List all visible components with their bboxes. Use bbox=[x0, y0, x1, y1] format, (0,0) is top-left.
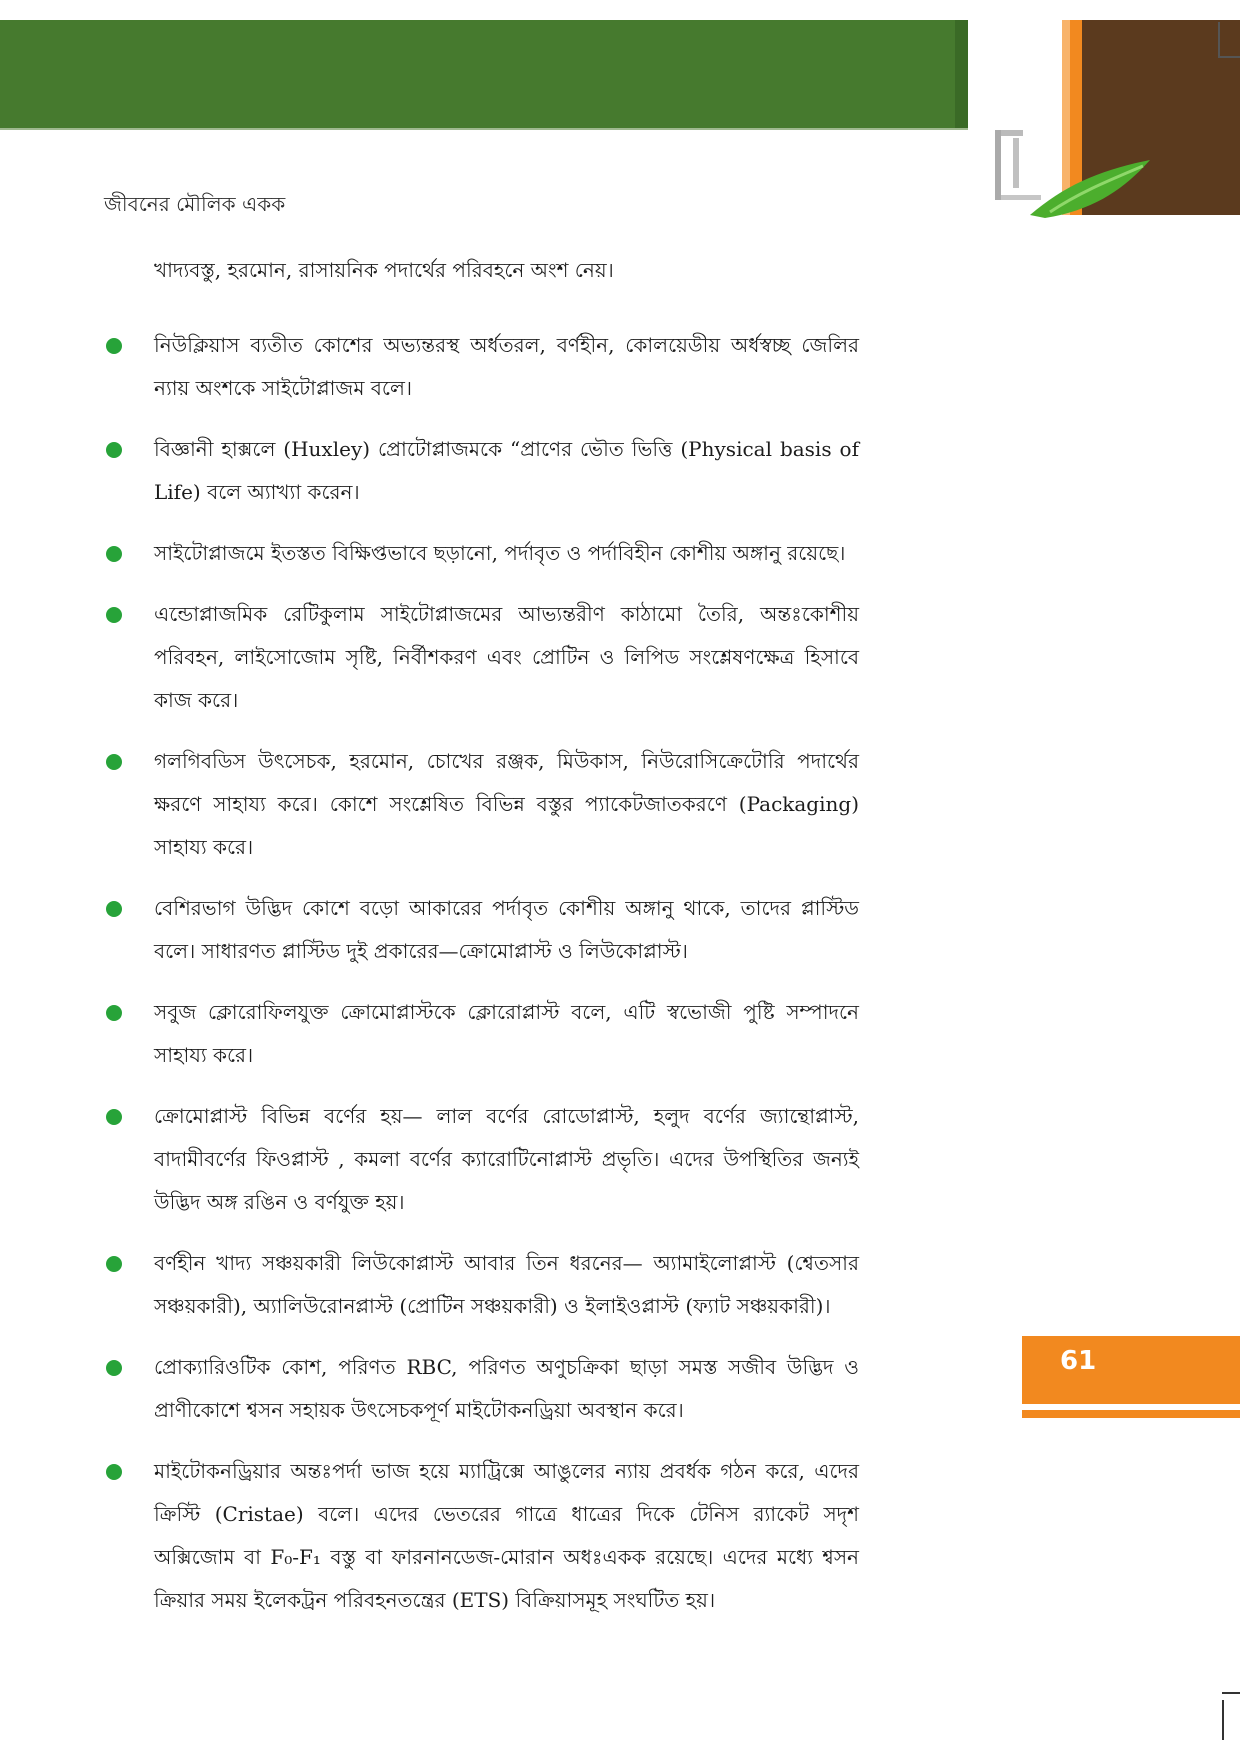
bullet-dot-icon bbox=[106, 901, 122, 917]
bullet-item bbox=[104, 1346, 859, 1432]
bullet-text: সাইটোপ্লাজমে ইতস্তত বিক্ষিপ্তভাবে ছড়ানো, পর্দাবৃত ও পর্দাবিহীন কোশীয় অঙ্গানু রয়েছে। bbox=[154, 541, 846, 565]
bullet-text: মাইটোকনড্রিয়ার অন্তঃপর্দা ভাজ হয়ে ম্যাট্রিক্সে আঙুলের ন্যায় প্রবর্ধক গঠন করে, এদের ক্রিস্টি (Cristae) বলে। এদের ভেতরের গাত্রে ধাত্রের দিকে টেনিস র‍্যাকেট সদৃশ অক্সিজোম বা F₀-F₁ বস্তু বা ফারনানডেজ-মোরান অধঃএকক রয়েছে। এদের মধ্যে শ্বসন ক্রিয়ার সময় ইলেকট্রন পরিবহনতন্ত্রের (ETS) বিক্রিয়াসমূহ সংঘটিত হয়। bbox=[154, 1459, 859, 1612]
bullet-dot-icon bbox=[106, 1464, 122, 1480]
crop-mark-bottom-horizontal bbox=[1222, 1692, 1240, 1694]
crop-mark-top bbox=[1218, 22, 1220, 58]
bullet-dot-icon bbox=[106, 1005, 122, 1021]
running-header-title: জীবনের মৌলিক একক bbox=[104, 192, 286, 216]
bullet-item bbox=[104, 887, 859, 973]
page-number-rule bbox=[1022, 1410, 1240, 1418]
page-number-tab bbox=[1022, 1336, 1240, 1404]
banner-underline bbox=[0, 128, 968, 130]
bullet-dot-icon bbox=[106, 1256, 122, 1272]
bullet-item bbox=[104, 428, 859, 514]
banner-edge bbox=[955, 20, 968, 128]
corner-leaf-decoration bbox=[975, 20, 1240, 220]
bullet-text: এন্ডোপ্লাজমিক রেটিকুলাম সাইটোপ্লাজমের আভ্যন্তরীণ কাঠামো তৈরি, অন্তঃকোশীয় পরিবহন, লাইসোজোম সৃষ্টি, নির্বীশকরণ এবং প্রোটিন ও লিপিড সংশ্লেষণক্ষেত্র হিসাবে কাজ করে। bbox=[154, 602, 859, 712]
bullet-item bbox=[104, 740, 859, 869]
bullet-dot-icon bbox=[106, 607, 122, 623]
bullet-item bbox=[104, 991, 859, 1077]
corner-pen-mark bbox=[995, 130, 1041, 200]
bullet-item bbox=[104, 1242, 859, 1328]
top-green-banner bbox=[0, 20, 968, 128]
bullet-item bbox=[104, 1450, 859, 1622]
bullet-text: বিজ্ঞানী হাক্সলে (Huxley) প্রোটোপ্লাজমকে “প্রাণের ভৌত ভিত্তি (Physical basis of Life) বলে অ্যাখ্যা করেন। bbox=[154, 437, 859, 504]
corner-orange-strip bbox=[1062, 20, 1070, 215]
bullet-item bbox=[104, 1095, 859, 1224]
bullet-dot-icon bbox=[106, 1360, 122, 1376]
bullet-text: গলগিবডিস উৎসেচক, হরমোন, চোখের রঞ্জক, মিউকাস, নিউরোসিক্রেটোরি পদার্থের ক্ষরণে সাহায্য করে। কোশে সংশ্লেষিত বিভিন্ন বস্তুর প্যাকেটজাতকরণে (Packaging) সাহায্য করে। bbox=[154, 749, 859, 859]
bullet-dot-icon bbox=[106, 442, 122, 458]
lead-paragraph: খাদ্যবস্তু, হরমোন, রাসায়নিক পদার্থের পরিবহনে অংশ নেয়। bbox=[154, 258, 614, 282]
bullet-dot-icon bbox=[106, 338, 122, 354]
bullet-text: বেশিরভাগ উদ্ভিদ কোশে বড়ো আকারের পর্দাবৃত কোশীয় অঙ্গানু থাকে, তাদের প্লাস্টিড বলে। সাধারণত প্লাস্টিড দুই প্রকারের—ক্রোমোপ্লাস্ট ও লিউকোপ্লাস্ট। bbox=[154, 896, 859, 963]
bullet-text: সবুজ ক্লোরোফিলযুক্ত ক্রোমোপ্লাস্টকে ক্লোরোপ্লাস্ট বলে, এটি স্বভোজী পুষ্টি সম্পাদনে সাহায্য করে। bbox=[154, 1000, 859, 1067]
bullet-dot-icon bbox=[106, 754, 122, 770]
bullet-text: বর্ণহীন খাদ্য সঞ্চয়কারী লিউকোপ্লাস্ট আবার তিন ধরনের— অ্যামাইলোপ্লাস্ট (শ্বেতসার সঞ্চয়কারী), অ্যালিউরোনপ্লাস্ট (প্রোটিন সঞ্চয়কারী) ও ইলাইওপ্লাস্ট (ফ্যাট সঞ্চয়কারী)। bbox=[154, 1251, 859, 1318]
bullet-dot-icon bbox=[106, 546, 122, 562]
bullet-text: নিউক্লিয়াস ব্যতীত কোশের অভ্যন্তরস্থ অর্ধতরল, বর্ণহীন, কোলয়েডীয় অর্ধস্বচ্ছ জেলির ন্যায় অংশকে সাইটোপ্লাজম বলে। bbox=[154, 333, 859, 400]
crop-mark-bottom bbox=[1222, 1700, 1224, 1740]
page-number: 61 bbox=[1060, 1346, 1097, 1376]
bullet-item bbox=[104, 593, 859, 722]
bullet-item bbox=[104, 324, 859, 410]
bullet-text: ক্রোমোপ্লাস্ট বিভিন্ন বর্ণের হয়— লাল বর্ণের রোডোপ্লাস্ট, হলুদ বর্ণের জ্যান্থোপ্লাস্ট, বাদামীবর্ণের ফিওপ্লাস্ট , কমলা বর্ণের ক্যারোটিনোপ্লাস্ট প্রভৃতি। এদের উপস্থিতির জন্যই উদ্ভিদ অঙ্গ রঙিন ও বর্ণযুক্ত হয়। bbox=[154, 1104, 859, 1214]
bullet-dot-icon bbox=[106, 1109, 122, 1125]
bullet-item bbox=[104, 532, 859, 575]
bullet-text: প্রোক্যারিওটিক কোশ, পরিণত RBC, পরিণত অণুচক্রিকা ছাড়া সমস্ত সজীব উদ্ভিদ ও প্রাণীকোশে শ্বসন সহায়ক উৎসেচকপূর্ণ মাইটোকনড্রিয়া অবস্থান করে। bbox=[154, 1355, 859, 1422]
crop-mark-top-horizontal bbox=[1220, 56, 1240, 58]
page-content bbox=[104, 248, 859, 1640]
